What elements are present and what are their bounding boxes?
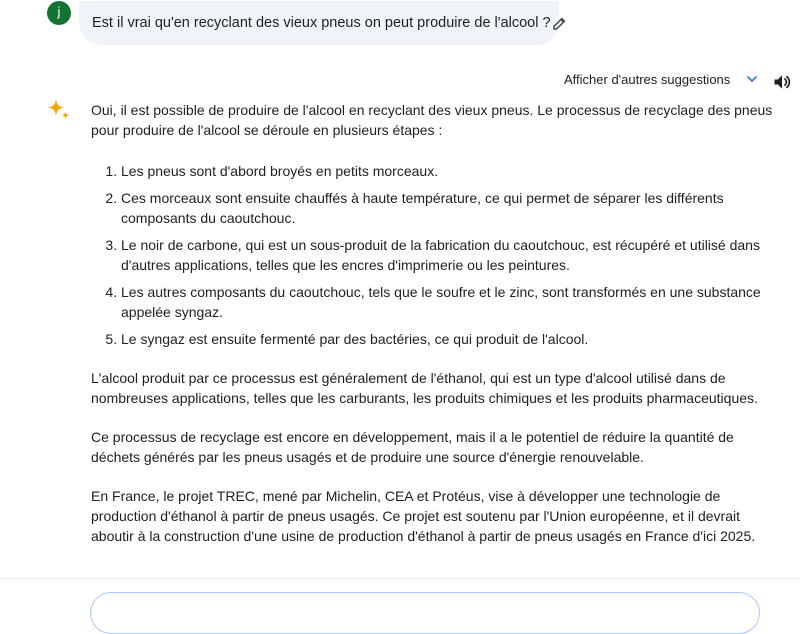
read-aloud-button[interactable]: [772, 72, 792, 92]
response-body: [91, 100, 781, 546]
response-paragraph: Ce processus de recyclage est encore en développement, mais il a le potentiel de réduire la quantité de déchets générés par les pneus usagés et de produire une source d'énergie renouvelable.: [91, 429, 734, 465]
steps-list: [91, 161, 781, 349]
user-avatar: j: [47, 1, 71, 25]
sparkle-icon: [46, 98, 72, 124]
user-message-text: Est il vrai qu'en recyclant des vieux pneus on peut produire de l'alcool ?: [92, 15, 551, 31]
edit-prompt-button[interactable]: [551, 13, 569, 33]
show-other-drafts-button[interactable]: [556, 66, 760, 92]
response-paragraph: En France, le projet TREC, mené par Michelin, CEA et Protéus, vise à développer une technologie de production d'éthanol à partir de pneus usagés. Ce projet est soutenu par l'Union européenne, et il devrait aboutir à la construction d'une usine de production d'éthanol à partir de pneus usagés en France d'ici 2025.: [91, 488, 756, 544]
pencil-icon: [551, 14, 569, 32]
prompt-input-bar[interactable]: [90, 592, 760, 634]
list-item: 5. Le syngaz est ensuite fermenté par des bactéries, ce qui produit de l'alcool.: [121, 329, 781, 349]
divider: [0, 578, 800, 579]
chevron-down-icon: [744, 71, 760, 87]
user-message-bubble: [79, 1, 559, 45]
list-item: 4. Les autres composants du caoutchouc, tels que le soufre et le zinc, sont transformés en une substance appelée syngaz.: [121, 282, 781, 322]
list-item: 2. Ces morceaux sont ensuite chauffés à haute température, ce qui permet de séparer les différents composants du caoutchouc.: [121, 188, 781, 228]
show-other-drafts-label: Afficher d'autres suggestions: [564, 71, 731, 87]
response-intro: Oui, il est possible de produire de l'alcool en recyclant des vieux pneus. Le processus de recyclage des pneus pour produire de l'alcool se déroule en plusieurs étapes :: [91, 102, 773, 138]
response-paragraph: L'alcool produit par ce processus est généralement de l'éthanol, qui est un type d'alcool utilisé dans de nombreuses applications, telles que les carburants, les produits chimiques et les produits pharmaceutiques.: [91, 370, 758, 406]
list-item: 1. Les pneus sont d'abord broyés en petits morceaux.: [121, 161, 781, 181]
speaker-icon: [772, 72, 792, 92]
list-item: 3. Le noir de carbone, qui est un sous-produit de la fabrication du caoutchouc, est récupéré et utilisé dans d'autres applications, telles que les encres d'imprimerie ou les peintures.: [121, 235, 781, 275]
